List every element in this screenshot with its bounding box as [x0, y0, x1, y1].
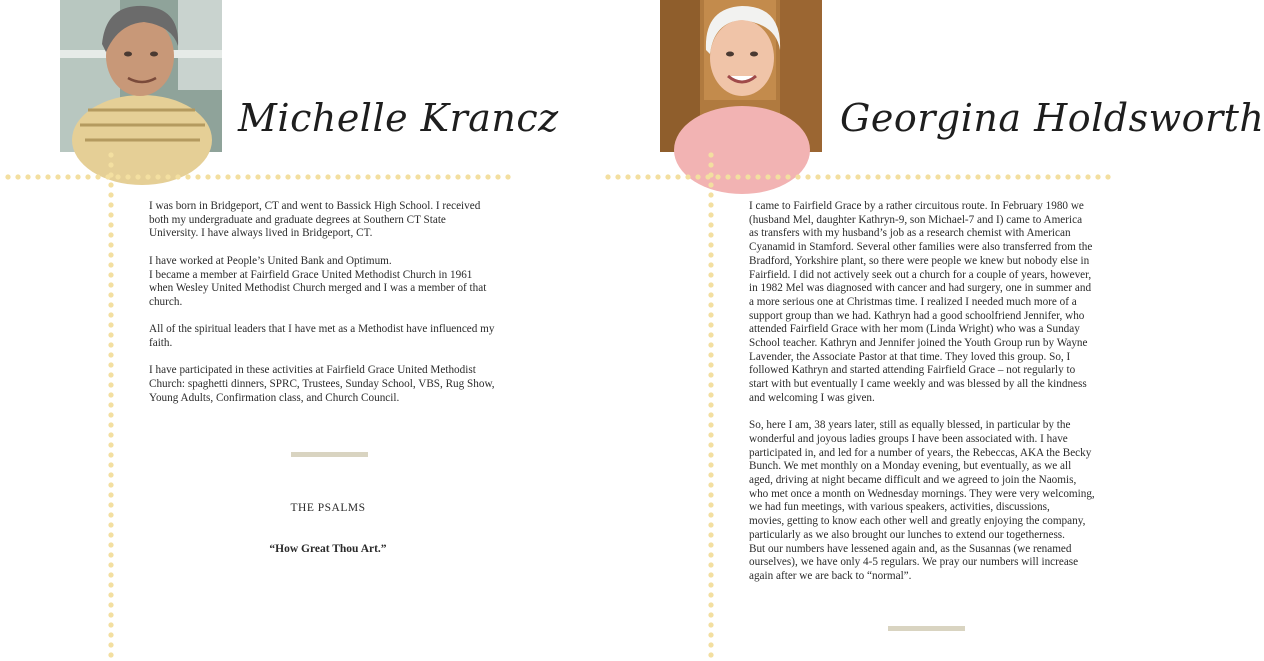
bio-paragraph: I have worked at People’s United Bank and Optimum. I became a member at Fairfield Grace United Methodist Church in 1961 when Wesley United Methodist Church merged and I was a member of that church.: [149, 254, 487, 308]
dotted-rule-horizontal: [3, 174, 515, 180]
right-page: [600, 0, 1264, 661]
favorite-hymn: “How Great Thou Art.”: [269, 543, 387, 555]
bio-paragraph: I was born in Bridgeport, CT and went to Bassick High School. I received both my undergraduate and graduate degrees at Southern CT State University. I have always lived in Bridgeport, CT.: [149, 200, 481, 240]
bio-paragraph: I came to Fairfield Grace by a rather circuitous route. In February 1980 we (husband Mel, daughter Kathryn-9, son Michael-7 and I) came to America as transfers with my husband’s job as a research chemist with American Cyanamid in Stamford. Several other families were also transferred from the Bradford, Yorkshire plant, so there were people we knew but nobody else in Fairfield. I did not actively seek out a church for a couple of years, however, in 1982 Mel was diagnosed with cancer and had surgery, one in summer and a more serious one at Christmas time. I realized I needed much more of a support group than we had. Kathryn had a good schoolfriend Jennifer, who attended Fairfield Grace with her mom (Linda Wright) who was a Sunday School teacher. Kathryn and Jennifer joined the Youth Group run by Wayne Lavender, the Associate Pastor at that time. They loved this group. So, I followed Kathryn and started attending Fairfield Grace – not regularly to start with but eventually I came weekly and was blessed by all the kindness and welcoming I was given.: [749, 200, 1093, 404]
psalms-heading: THE PSALMS: [290, 502, 366, 514]
bio-text: [749, 200, 1095, 597]
bio-paragraph: I have participated in these activities at Fairfield Grace United Methodist Church: spaghetti dinners, SPRC, Trustees, Sunday School, VBS, Rug Show, Young Adults, Confirmation class, and Church Council.: [149, 364, 495, 404]
dotted-rule-vertical: [708, 150, 714, 661]
portrait-photo: [660, 0, 822, 152]
avatar-georgina: [660, 0, 822, 152]
portrait-photo: [60, 0, 222, 152]
left-page: [0, 0, 600, 661]
person-name: Georgina Holdsworth: [840, 96, 1264, 140]
person-name: Michelle Krancz: [238, 96, 559, 140]
avatar-michelle: [60, 0, 222, 152]
section-divider: [291, 452, 368, 457]
bio-paragraph: So, here I am, 38 years later, still as equally blessed, in particular by the wonderful and joyous ladies groups I have been associated with. I have participated in, and led for a number of years, the Rebeccas, AKA the Becky Bunch. We met monthly on a Monday evening, but eventually, as we all aged, driving at night became difficult and we agreed to join the Naomis, who met once a month on Wednesday mornings. They were very welcoming, we had fun meetings, with various speakers, activities, discussions, movies, getting to know each other well and greatly enjoying the company, particularly as we also brought our lunches to extend our togetherness. But our numbers have lessened again and, as the Susannas (we renamed ourselves), we have only 4-5 regulars. We pray our numbers will increase again after we are back to “normal”.: [749, 419, 1095, 582]
section-divider: [888, 626, 965, 631]
dotted-rule-horizontal: [603, 174, 1115, 180]
bio-text: [149, 200, 495, 419]
bio-paragraph: All of the spiritual leaders that I have met as a Methodist have influenced my faith.: [149, 323, 495, 349]
dotted-rule-vertical: [108, 150, 114, 661]
